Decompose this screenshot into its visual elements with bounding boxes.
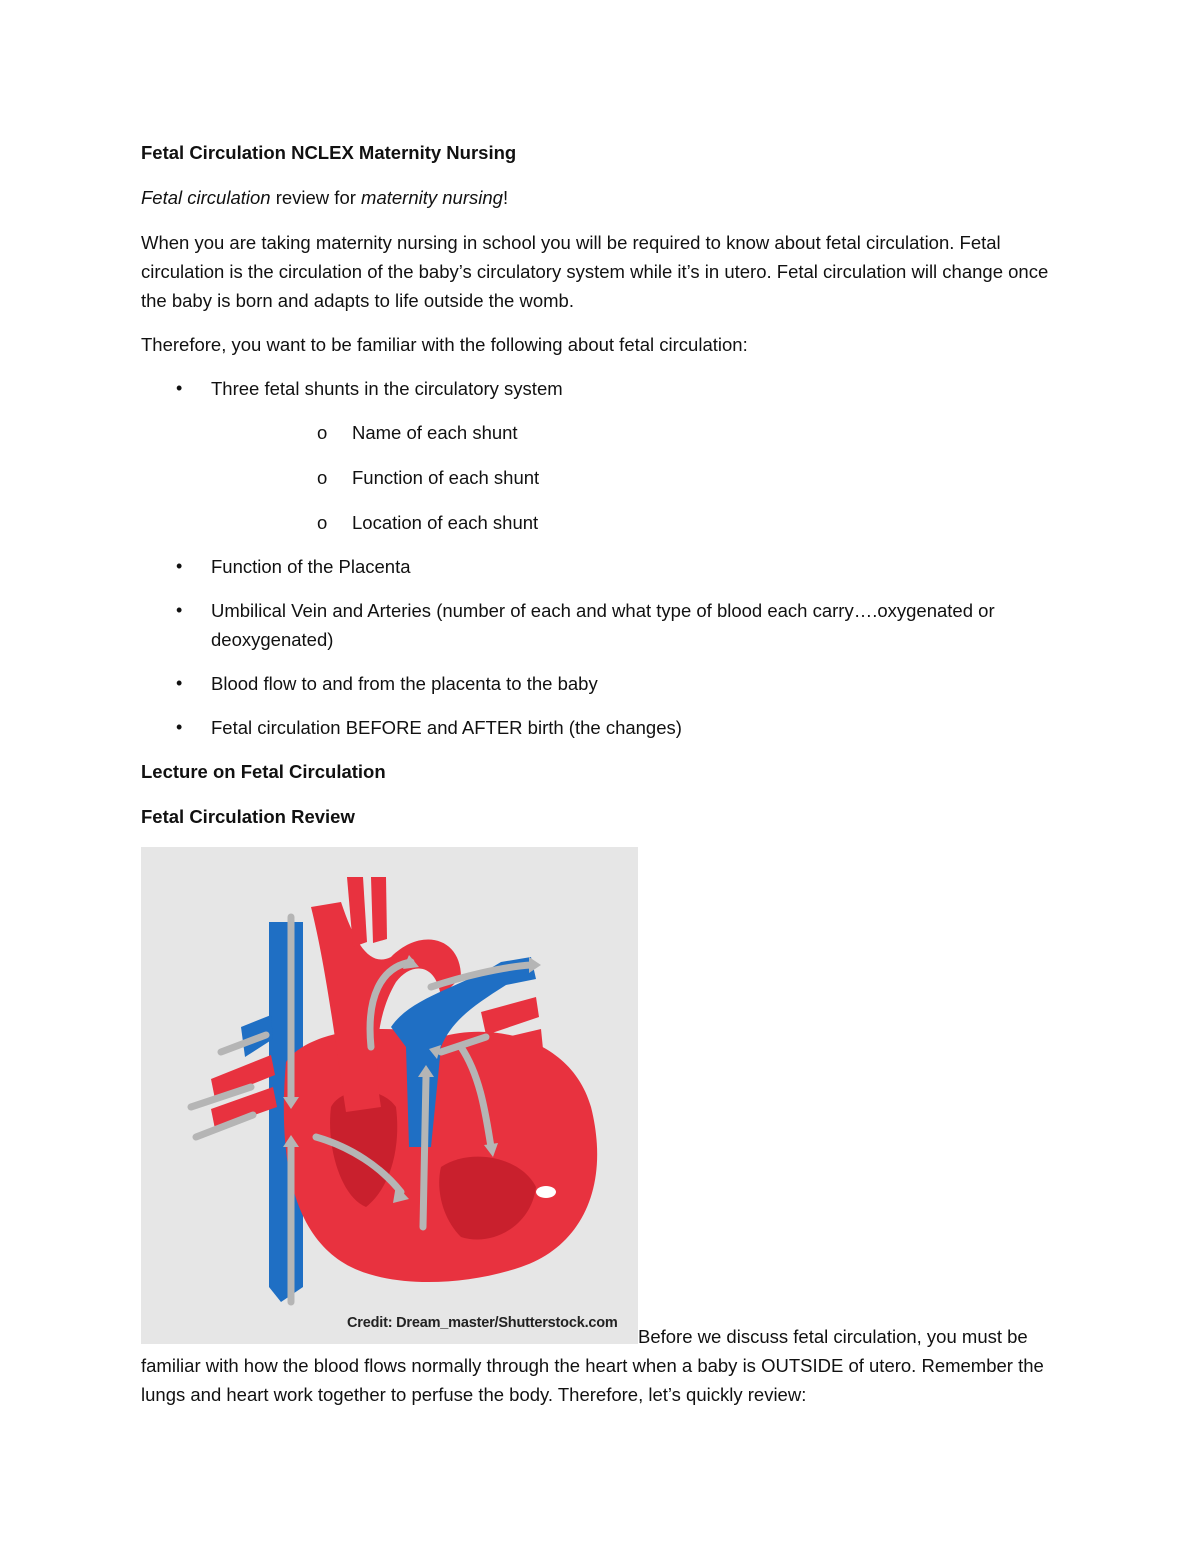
heart-illustration — [141, 847, 638, 1344]
bullet-icon: • — [176, 378, 183, 398]
intro-mid: review for — [270, 187, 362, 208]
list-item-text: Function of the Placenta — [211, 556, 411, 577]
list-item-text: Fetal circulation BEFORE and AFTER birth (the changes) — [211, 717, 682, 738]
list-item — [141, 374, 1056, 537]
review-heading: Fetal Circulation Review — [141, 806, 355, 827]
list-item — [141, 596, 1056, 654]
image-credit: Credit: Dream_master/Shutterstock.com — [347, 1315, 618, 1331]
sub-list-item-text: Function of each shunt — [352, 467, 540, 488]
page-title: Fetal Circulation NCLEX Maternity Nursing — [141, 142, 517, 163]
paragraph-familiar: Therefore, you want to be familiar with the following about fetal circulation: — [141, 334, 748, 355]
heart-diagram-image — [141, 847, 638, 1344]
sub-bullet-icon: o — [317, 512, 328, 533]
list-item — [141, 552, 1056, 581]
list-item-text: Blood flow to and from the placenta to the baby — [211, 673, 598, 694]
sub-list-item-text: Location of each shunt — [352, 512, 539, 533]
lecture-heading: Lecture on Fetal Circulation — [141, 761, 386, 782]
sub-list-item-text: Name of each shunt — [352, 422, 518, 443]
list-item-text: Three fetal shunts in the circulatory system — [211, 378, 563, 399]
document-page — [141, 138, 1056, 1424]
list-item-text: Umbilical Vein and Arteries (number of each and what type of blood each carry….oxygenated or deoxygenated) — [211, 600, 995, 650]
paragraph-closing: Before we discuss fetal circulation, you must be familiar with how the blood flows normally through the heart when a baby is OUTSIDE of utero. Remember the lungs and heart work together to perfuse the body. Therefore, let’s quickly review: — [141, 1326, 1044, 1405]
intro-term: Fetal circulation — [141, 187, 271, 208]
bullet-icon: • — [176, 556, 183, 576]
list-item — [141, 713, 1056, 742]
figure-block — [141, 847, 1056, 1409]
sub-list-item — [211, 463, 1056, 492]
bullet-icon: • — [176, 600, 183, 620]
bullet-icon: • — [176, 673, 183, 693]
intro-subject: maternity nursing — [361, 187, 503, 208]
topic-list — [141, 374, 1056, 742]
sub-list-item — [211, 418, 1056, 447]
list-item — [141, 669, 1056, 698]
bullet-icon: • — [176, 717, 183, 737]
sub-list-item — [211, 508, 1056, 537]
sub-list — [211, 418, 1056, 537]
intro-end: ! — [502, 187, 509, 208]
intro-line — [141, 183, 1056, 212]
sub-bullet-icon: o — [317, 467, 328, 488]
sub-bullet-icon: o — [317, 422, 328, 443]
paragraph-intro: When you are taking maternity nursing in school you will be required to know about fetal circulation. Fetal circulation is the circulation of the baby’s circulatory system while it’s in utero. Fetal circulation will change once the baby is born and adapts to life outside the womb. — [141, 232, 1049, 311]
